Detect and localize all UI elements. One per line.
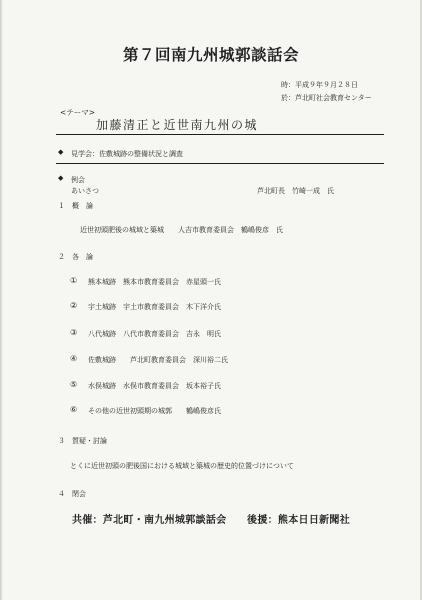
section-divider <box>56 163 384 164</box>
scan-edge-left <box>0 0 3 600</box>
event-venue: 於：芦北町社会教育センター <box>281 94 372 102</box>
item-number: ⑤ <box>70 380 78 389</box>
diamond-icon: ◆ <box>58 148 64 156</box>
greeting-speaker: 芦北町長 竹崎一成 氏 <box>257 187 334 195</box>
field-trip: 見学会：佐敷城跡の整備状況と調査 <box>71 150 183 158</box>
list-item: その他の近世初頭期の城郭 鶴嶋俊彦氏 <box>88 407 221 415</box>
list-item: 八代城跡 八代市教育委員会 吉永 明氏 <box>88 330 221 338</box>
section2-header: ２ 各 論 <box>58 253 93 261</box>
section1-item: 近世初頭肥後の城域と築城 人吉市教育委員会 鶴嶋俊彦 氏 <box>80 226 283 234</box>
greeting-label: あいさつ <box>71 187 99 195</box>
section3-header: ３ 質疑・討論 <box>58 437 107 445</box>
list-item: 宇土城跡 宇土市教育委員会 木下洋介氏 <box>88 303 221 311</box>
diamond-icon: ◆ <box>58 174 64 182</box>
document-title: 第７回南九州城郭談話会 <box>122 45 299 64</box>
theme-title: 加藤清正と近世南九州の城 <box>96 118 259 132</box>
item-number: ③ <box>70 328 78 337</box>
item-number: ④ <box>70 354 78 363</box>
item-number: ⑥ <box>70 405 78 414</box>
theme-tag: <テーマ> <box>60 108 96 117</box>
section3-text: とくに近世初頭の肥後国における城域と築城の歴史的位置づけについて <box>70 462 294 470</box>
list-item: 水俣城跡 水俣市教育委員会 坂本裕子氏 <box>88 382 221 390</box>
section1-header: １ 概 論 <box>58 202 93 210</box>
section4-header: ４ 閉会 <box>58 490 86 498</box>
list-item: 佐敷城跡 芦北町教育委員会 深川裕二氏 <box>88 356 228 364</box>
item-number: ② <box>70 301 78 310</box>
item-number: ① <box>70 276 78 285</box>
event-date: 時：平成９年９月２８日 <box>281 81 358 89</box>
list-item: 熊本城跡 熊本市教育委員会 赤星頭一氏 <box>88 278 221 286</box>
theme-divider <box>56 134 384 135</box>
footer-sponsors: 共催：芦北町・南九州城郭談話会 後援：熊本日日新聞社 <box>71 515 351 526</box>
opening-header: 例会 <box>71 176 85 184</box>
